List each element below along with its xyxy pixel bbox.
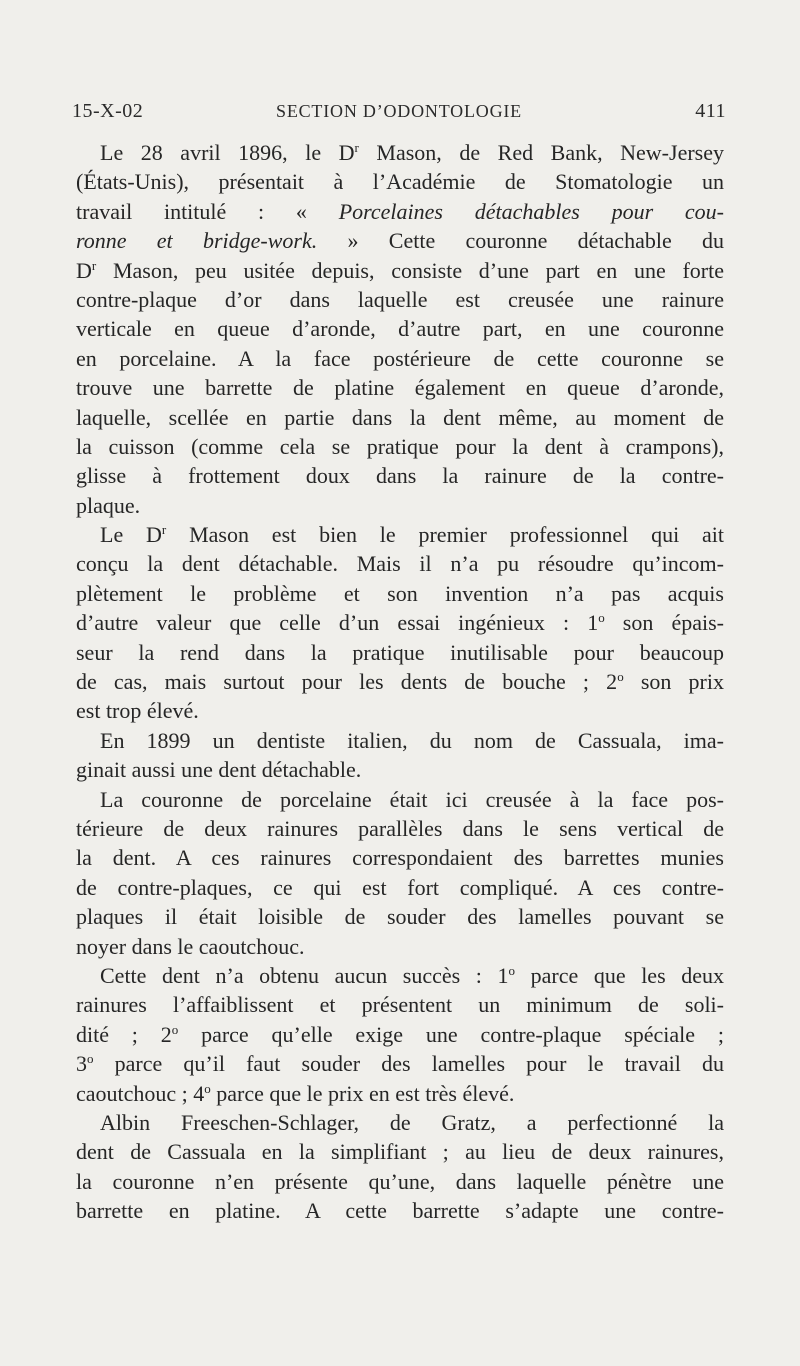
body-text [76,138,724,1225]
text-line: noyer dans le caoutchouc. [76,933,305,959]
text-line: La couronne de porcelaine était ici creusée à la face pos- [100,786,724,812]
page-number: 411 [695,100,726,122]
text-line: plaques il était loisible de souder des lamelles pouvant se [76,904,724,930]
text-line: travail intitulé : « Porcelaines détachables pour cou- [76,198,724,224]
text-line: en porcelaine. A la face postérieure de cette couronne se [76,345,724,371]
title-italic: Porcelaines détachables pour cou- [338,198,724,224]
text-line: caoutchouc ; 4$^o$ parce que le prix en est très élevé. [76,1080,515,1106]
text-line: Cette dent n’a obtenu aucun succès : 1$^o$ parce que les deux [100,962,724,988]
text-line: contre-plaque d’or dans laquelle est creusée une rainure [76,286,724,312]
text-line: ronne et bridge-work. » Cette couronne détachable du [76,228,724,254]
text-line: seur la rend dans la pratique inutilisable pour beaucoup [76,639,724,665]
text-line: Albin Freeschen-Schlager, de Gratz, a perfectionné la [100,1109,724,1135]
text-line: $D^r$ Mason, peu usitée depuis, consiste d’une part en une forte [76,257,724,283]
text-line: ginait aussi une dent détachable. [76,757,362,783]
header-date: 15-X-02 [72,100,144,122]
text-line: barrette en platine. A cette barrette s’adapte une contre- [76,1198,724,1224]
text-line: (États-Unis), présentait à l’Académie de Stomatologie un [76,169,724,195]
running-head [72,100,726,130]
text-line: térieure de deux rainures parallèles dans le sens vertical de [76,815,724,841]
text-line: la couronne n’en présente qu’une, dans laquelle pénètre une [76,1168,724,1194]
text-line: trouve une barrette de platine également en queue d’aronde, [76,375,724,401]
text-line: plètement le problème et son invention n’a pas acquis [76,580,724,606]
text-line: En 1899 un dentiste italien, du nom de Cassuala, ima- [100,727,724,753]
text-line: glisse à frottement doux dans la rainure de la contre- [76,463,724,489]
text-line: 3$^o$ parce qu’il faut souder des lamelles pour le travail du [76,1051,724,1077]
header-section-title: SECTION D’ODONTOLOGIE [276,101,522,121]
text-line: est trop élevé. [76,698,199,724]
text-line: la dent. A ces rainures correspondaient des barrettes munies [76,845,724,871]
text-line: laquelle, scellée en partie dans la dent même, au moment de [76,404,724,430]
text-line: Le 28 avril 1896, le $D^r$ Mason, de Red Bank, New-Jersey [100,140,724,165]
text-line: de cas, mais surtout pour les dents de bouche ; 2$^o$ son prix [76,669,724,695]
text-line: la cuisson (comme cela se pratique pour la dent à crampons), [76,433,724,459]
text-line: verticale en queue d’aronde, d’autre part, en une couronne [76,316,724,342]
text-line: rainures l’affaiblissent et présentent un minimum de soli- [76,992,724,1018]
title-italic: ronne et bridge-work. [76,228,318,254]
text-line: conçu la dent détachable. Mais il n’a pu résoudre qu’incom- [76,551,724,577]
text-line: plaque. [76,492,141,518]
text-line: Le $D^r$ Mason est bien le premier professionnel qui ait [100,522,724,548]
text-line: dité ; 2$^o$ parce qu’elle exige une contre-plaque spéciale ; [76,1021,724,1047]
text-line: de contre-plaques, ce qui est fort compliqué. A ces contre- [76,874,724,900]
text-line: d’autre valeur que celle d’un essai ingénieux : 1$^o$ son épais- [76,610,724,636]
text-line: dent de Cassuala en la simplifiant ; au lieu de deux rainures, [76,1139,724,1165]
